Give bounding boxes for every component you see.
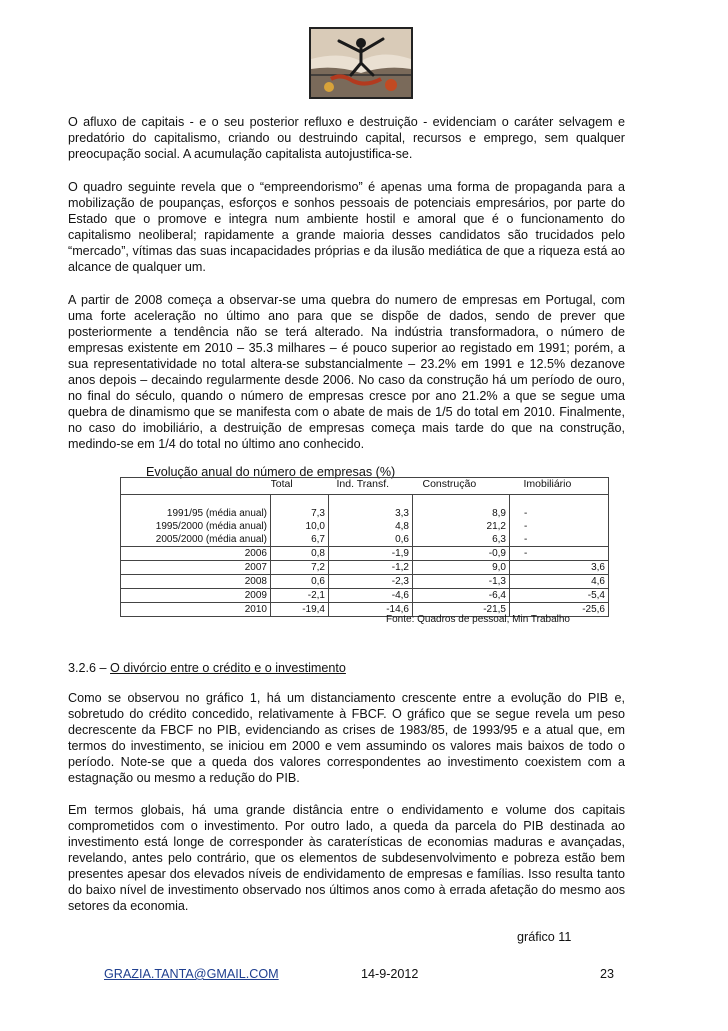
footer-page-number: 23 <box>600 967 615 981</box>
row-label: 2008 <box>121 575 271 589</box>
cell-total: 6,7 <box>271 533 329 547</box>
table-header-imob: Imobiliário <box>510 478 609 495</box>
companies-table <box>120 477 608 617</box>
cell-total: -19,4 <box>271 603 329 617</box>
row-label: 2010 <box>121 603 271 617</box>
row-label: 2007 <box>121 561 271 575</box>
row-label: 1991/95 (média anual) <box>121 495 271 521</box>
cell-total: 0,8 <box>271 547 329 561</box>
cell-total: -2,1 <box>271 589 329 603</box>
cell-cons: 8,9 <box>413 495 510 521</box>
paragraph-2: O quadro seguinte revela que o “empreendorismo” é apenas uma forma de propaganda para a mobilização de poupanças, esforços e sonhos pessoais de potenciais empresários, por parte do Estado que o promove e integra num ambiente hostil e amoral que é o funcionamento do capitalismo neoliberal; rapidamente a grande maioria desses candidatos são trucidados pelo “mercado”, vítimas das suas incapacidades próprias e da ilusão mediática de que a riqueza está ao alcance de qualquer um. <box>68 180 625 274</box>
cell-ind: -2,3 <box>329 575 413 589</box>
header-logo-image <box>309 27 413 99</box>
paragraph-4: Como se observou no gráfico 1, há um distanciamento crescente entre a evolução do PIB e, sobretudo do crédito concedido, relativamente à FBCF. O gráfico que se segue revela um peso decrescente da FBCF no PIB, evidenciando as crises de 1983/85, de 1993/95 e a atual que, em termos do investimento, se iniciou em 2000 e vem assumindo os valores mais baixos de todo o período. Note-se que a queda dos valores correspondentes ao investimento coexistem com a estagnação ou mesmo a redução do PIB. <box>68 691 625 785</box>
cell-cons: -6,4 <box>413 589 510 603</box>
footer-date: 14-9-2012 <box>361 967 419 981</box>
cell-total: 0,6 <box>271 575 329 589</box>
cell-cons: 9,0 <box>413 561 510 575</box>
section-number: 3.2.6 – <box>68 661 111 675</box>
row-label: 2009 <box>121 589 271 603</box>
row-label: 1995/2000 (média anual) <box>121 520 271 533</box>
table-source: Fonte: Quadros de pessoal, Min Trabalho <box>386 614 570 625</box>
cell-imob: - <box>510 520 609 533</box>
table-header-row <box>121 478 609 495</box>
row-label: 2005/2000 (média anual) <box>121 533 271 547</box>
cell-total: 7,3 <box>271 495 329 521</box>
table-row <box>121 561 609 575</box>
table-row <box>121 533 609 547</box>
cell-imob: - <box>510 533 609 547</box>
footer-email-link[interactable]: GRAZIA.TANTA@GMAIL.COM <box>104 967 279 981</box>
cell-ind: 4,8 <box>329 520 413 533</box>
cell-imob: - <box>510 547 609 561</box>
cell-imob: -5,4 <box>510 589 609 603</box>
cell-ind: -4,6 <box>329 589 413 603</box>
table-header-label <box>121 478 271 495</box>
cell-imob: - <box>510 495 609 521</box>
table-row <box>121 589 609 603</box>
cell-ind: 0,6 <box>329 533 413 547</box>
table-row <box>121 547 609 561</box>
cell-cons: -0,9 <box>413 547 510 561</box>
paragraph-1: O afluxo de capitais - e o seu posterior refluxo e destruição - evidenciam o caráter selvagem e predatório do capitalismo, criando ou destruindo capital, recursos e emprego, sem qualquer preocupação social. A acumulação capitalista autojustifica-se. <box>68 115 625 161</box>
paragraph-5: Em termos globais, há uma grande distância entre o endividamento e volume dos capitais comprometidos com o investimento. Por outro lado, a queda da parcela do PIB destinada ao investimento está longe de corresponder às caraterísticas de economias maduras e avançadas, revelando, antes pelo contrário, que os elementos de subdesenvolvimento e pobreza estão bem presentes apesar dos elevados níveis de endividamento de empresas e famílias. Isso resulta tanto do baixo nível de investimento observado nos últimos anos como à errada afetação do mesmo aos setores da economia. <box>68 803 625 913</box>
table-row <box>121 520 609 533</box>
cell-ind: -1,9 <box>329 547 413 561</box>
section-title: O divórcio entre o crédito e o investimento <box>110 661 346 675</box>
table-title: Evolução anual do número de empresas (%) <box>146 465 396 479</box>
paragraph-3: A partir de 2008 começa a observar-se uma quebra do numero de empresas em Portugal, com uma forte aceleração no último ano para que se dispõe de dados, sendo de prever que posteriormente a tendência não se terá alterado. Na indústria transformadora, o número de empresas existente em 2010 – 35.3 milhares – é pouco superior ao registado em 1991; porém, a sua representatividade no total altera-se substancialmente – 23.2% em 1991 e 12.5% dezanove anos depois – decaindo regularmente desde 2006. No caso da construção há um período de ouro, no final do século, quando o número de empresas cresce por ano 21.2% a que se segue uma quebra de dinamismo que se manifesta com o abate de mais de 1/5 do total em 2010. Finalmente, no caso do imobiliário, a destruição de empresas começa mais tarde do que na construção, medindo-se em 1/4 do total no último ano conhecido. <box>68 293 625 451</box>
cell-ind: -14,6 <box>329 603 413 617</box>
table-row <box>121 575 609 589</box>
section-heading <box>68 660 346 676</box>
table-header-total: Total <box>271 478 329 495</box>
cell-total: 10,0 <box>271 520 329 533</box>
table-row <box>121 495 609 521</box>
tightrope-figure-icon <box>311 29 411 97</box>
table-header-cons: Construção <box>413 478 510 495</box>
cell-total: 7,2 <box>271 561 329 575</box>
cell-cons: -21,5 <box>413 603 510 617</box>
cell-imob: -25,6 <box>510 603 609 617</box>
table-header-ind: Ind. Transf. <box>329 478 413 495</box>
cell-imob: 4,6 <box>510 575 609 589</box>
cell-cons: 6,3 <box>413 533 510 547</box>
chart-caption: gráfico 11 <box>517 930 572 944</box>
cell-imob: 3,6 <box>510 561 609 575</box>
cell-cons: -1,3 <box>413 575 510 589</box>
cell-ind: -1,2 <box>329 561 413 575</box>
cell-ind: 3,3 <box>329 495 413 521</box>
cell-cons: 21,2 <box>413 520 510 533</box>
row-label: 2006 <box>121 547 271 561</box>
